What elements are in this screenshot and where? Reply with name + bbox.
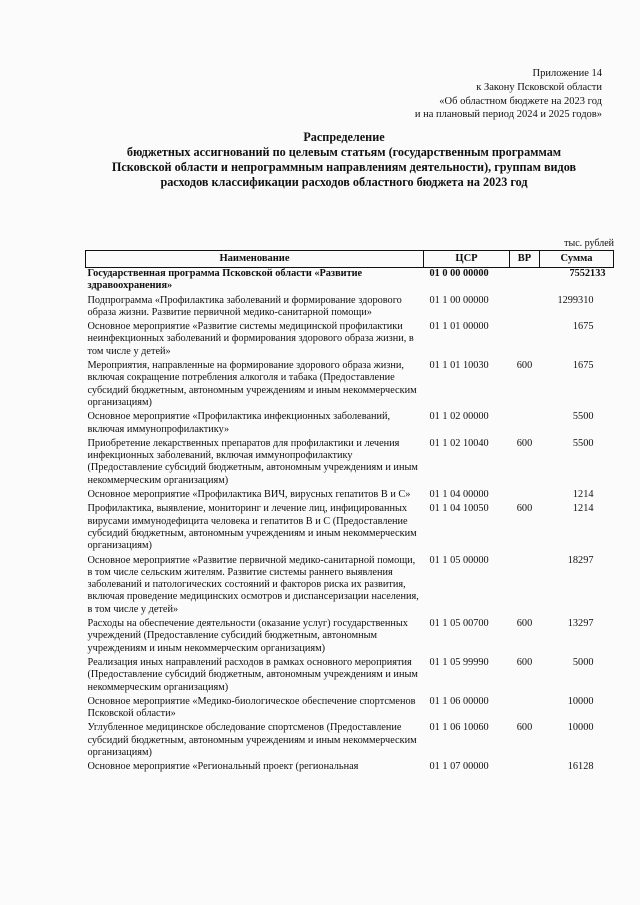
table-row xyxy=(86,411,614,438)
cell-name: Основное мероприятие «Развитие первичной медико-санитарной помощи, в том числе сельским жителям. Развитие системы раннего выявления заболеваний и патологических состояний и факторов риска их развития, включая проведение медицинских осмотров и диспансеризации населения, в том числе у детей» xyxy=(87,554,419,615)
table-row xyxy=(86,696,614,723)
cell-name: Государственная программа Псковской области «Развитие здравоохранения» xyxy=(87,268,363,292)
table-row xyxy=(86,321,614,360)
cell-vr xyxy=(510,761,540,775)
appendix-header xyxy=(415,67,602,122)
cell-vr xyxy=(510,295,540,322)
cell-csr: 01 1 04 10050 xyxy=(429,503,489,515)
cell-sum: 10000 xyxy=(567,722,594,734)
table-row xyxy=(86,268,614,295)
appendix-line: Приложение 14 xyxy=(532,68,602,79)
cell-vr xyxy=(510,268,540,295)
cell-vr xyxy=(510,411,540,438)
table-row xyxy=(86,489,614,503)
cell-sum: 10000 xyxy=(567,695,594,707)
cell-vr: 600 xyxy=(516,503,533,515)
cell-vr xyxy=(510,696,540,723)
cell-name: Основное мероприятие «Региональный проект (региональная xyxy=(87,761,359,773)
cell-csr: 01 1 06 00000 xyxy=(429,695,489,707)
cell-csr: 01 1 05 99990 xyxy=(429,656,489,668)
document-title xyxy=(60,130,628,190)
cell-csr: 01 1 06 10060 xyxy=(429,722,489,734)
cell-csr: 01 1 01 00000 xyxy=(429,321,489,333)
cell-vr xyxy=(510,321,540,360)
table-row xyxy=(86,438,614,489)
cell-name: Профилактика, выявление, мониторинг и лечение лиц, инфицированных вирусами иммунодефицита человека и гепатитов В и С (Предоставление субсидий бюджетным, автономным учреждениям и иным некоммерческим организациям) xyxy=(87,503,417,552)
table-row xyxy=(86,618,614,657)
cell-sum: 5500 xyxy=(572,411,594,423)
cell-sum: 1299310 xyxy=(557,294,594,306)
title-line: Псковской области и непрограммным направлениям деятельности), группам видов xyxy=(111,160,577,174)
table-row xyxy=(86,503,614,554)
cell-vr: 600 xyxy=(516,656,533,668)
cell-sum: 7552133 xyxy=(569,268,606,279)
cell-name: Основное мероприятие «Профилактика инфекционных заболеваний, включая иммунопрофилактику» xyxy=(87,411,391,435)
cell-name: Основное мероприятие «Медико-биологическое обеспечение спортсменов Псковской области» xyxy=(87,695,416,720)
cell-vr xyxy=(510,489,540,503)
table-header-row xyxy=(86,251,614,268)
cell-name: Расходы на обеспечение деятельности (оказание услуг) государственных учреждений (Предоставление субсидий бюджетным, автономным учреждениям и иным некоммерческим организациям) xyxy=(87,618,408,654)
title-line: Распределение xyxy=(303,130,385,144)
table-row xyxy=(86,761,614,775)
table-row xyxy=(86,360,614,411)
cell-name: Углубленное медицинское обследование спортсменов (Предоставление субсидий бюджетным, автономным учреждениям и иным некоммерческим организациям) xyxy=(87,722,417,758)
table-row xyxy=(86,722,614,761)
table-row xyxy=(86,295,614,322)
cell-csr: 01 1 05 00000 xyxy=(429,554,489,566)
cell-sum: 18297 xyxy=(567,554,594,566)
appendix-line: к Закону Псковской области xyxy=(476,81,602,93)
cell-sum: 13297 xyxy=(567,618,594,630)
appendix-line: «Об областном бюджете на 2023 год xyxy=(439,95,602,107)
cell-name: Основное мероприятие «Развитие системы медицинской профилактики неинфекционных заболеваний и формирования здорового образа жизни, в том числе у детей» xyxy=(87,321,414,357)
column-header-name: Наименование xyxy=(86,251,424,268)
cell-name: Подпрограмма «Профилактика заболеваний и формирование здорового образа жизни. Развитие первичной медико-санитарной помощи» xyxy=(87,294,402,318)
cell-csr: 01 1 07 00000 xyxy=(429,761,489,773)
units-label: тыс. рублей xyxy=(564,238,614,249)
column-header-vr: ВР xyxy=(510,251,540,268)
cell-sum: 1214 xyxy=(572,489,594,501)
column-header-csr: ЦСР xyxy=(424,251,510,268)
cell-vr: 600 xyxy=(516,722,533,734)
cell-sum: 1675 xyxy=(572,321,594,333)
cell-csr: 01 1 01 10030 xyxy=(429,360,489,372)
appendix-line: и на плановый период 2024 и 2025 годов» xyxy=(414,109,602,121)
table-row xyxy=(86,657,614,696)
cell-sum: 5500 xyxy=(572,437,594,449)
cell-sum: 1675 xyxy=(572,360,594,372)
cell-sum: 16128 xyxy=(567,761,594,773)
table-body xyxy=(86,268,614,776)
table-row xyxy=(86,555,614,618)
cell-name: Основное мероприятие «Профилактика ВИЧ, вирусных гепатитов В и С» xyxy=(87,489,411,501)
title-line: бюджетных ассигнований по целевым статьям (государственным программам xyxy=(126,145,562,159)
cell-csr: 01 0 00 00000 xyxy=(429,268,489,279)
cell-name: Приобретение лекарственных препаратов для профилактики и лечения инфекционных заболеваний, включая иммунопрофилактику (Предоставление субсидий бюджетным, автономным учреждениям и иным некоммерческим организациям) xyxy=(87,437,418,486)
cell-csr: 01 1 02 00000 xyxy=(429,411,489,423)
cell-sum: 5000 xyxy=(572,656,594,668)
cell-name: Реализация иных направлений расходов в рамках основного мероприятия (Предоставление субсидий бюджетным, автономным учреждениям и иным некоммерческим организациям) xyxy=(87,656,418,693)
cell-name: Мероприятия, направленные на формирование здорового образа жизни, включая сокращение потребления алкоголя и табака (Предоставление субсидий бюджетным, автономным учреждениям и иным некоммерческим организациям) xyxy=(87,360,417,408)
cell-vr: 600 xyxy=(516,437,533,449)
cell-csr: 01 1 00 00000 xyxy=(429,294,489,306)
cell-vr: 600 xyxy=(516,360,533,372)
column-header-sum: Сумма xyxy=(540,251,614,268)
cell-sum: 1214 xyxy=(572,503,594,515)
cell-csr: 01 1 04 00000 xyxy=(429,489,489,501)
cell-csr: 01 1 02 10040 xyxy=(429,437,489,449)
allocation-table xyxy=(85,250,614,776)
cell-vr xyxy=(510,555,540,618)
title-line: расходов классификации расходов областного бюджета на 2023 год xyxy=(160,175,528,189)
cell-csr: 01 1 05 00700 xyxy=(429,618,489,630)
cell-vr: 600 xyxy=(516,618,533,630)
